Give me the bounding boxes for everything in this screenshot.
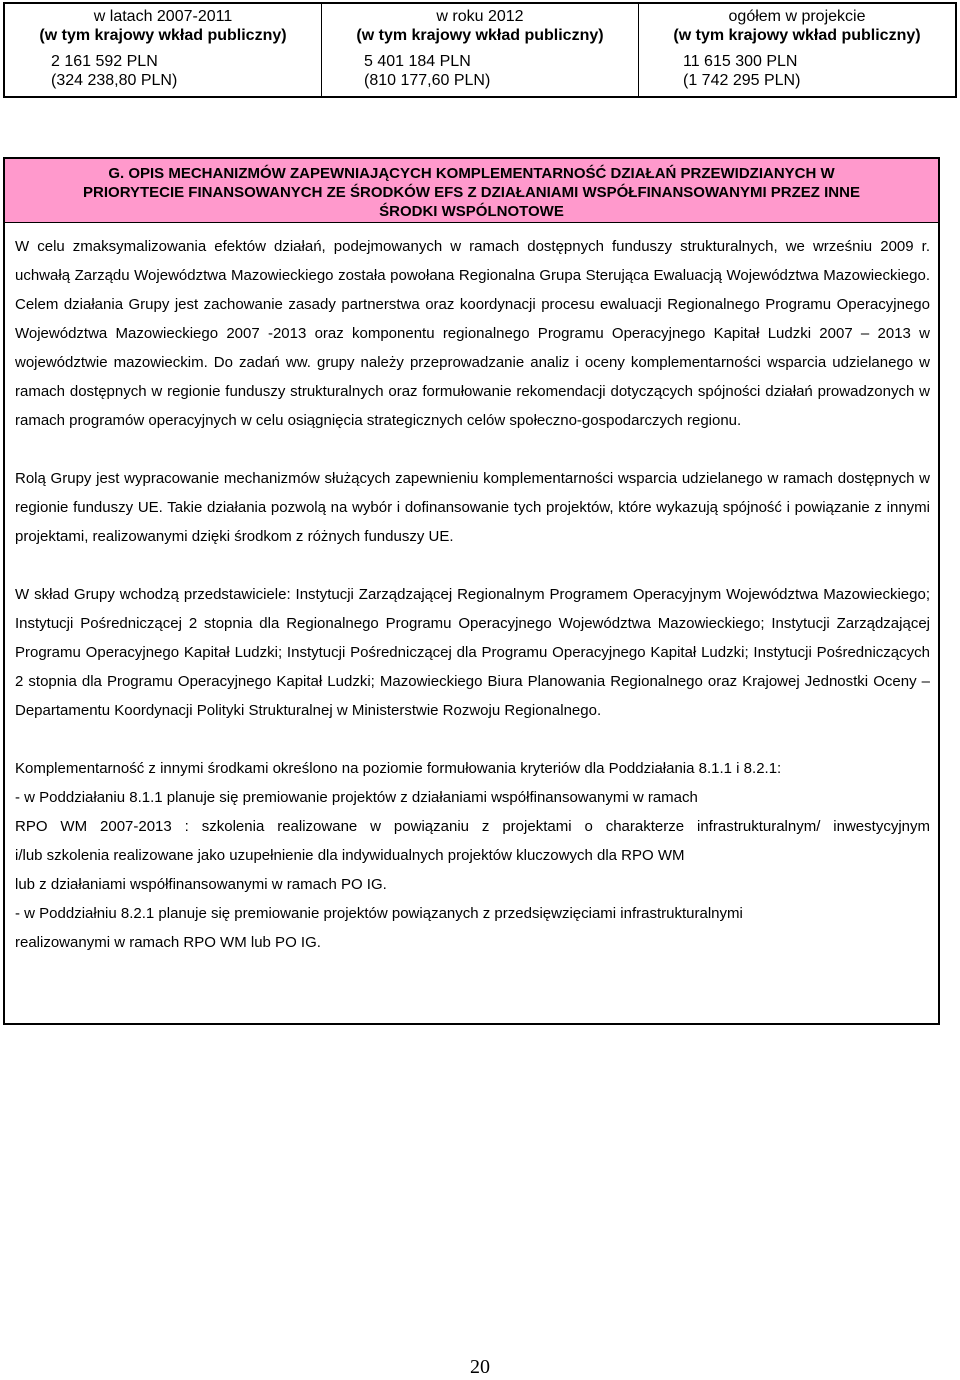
paragraph-rola-grupy: Rolą Grupy jest wypracowanie mechanizmów służących zapewnieniu komplementarności wsparcia udzielanego w ramach dostępnych w regionie funduszy UE. Takie działania pozwolą na wybór i dofinansowanie tych projektów, które wykazują spójność i powiązanie z innymi projektami, realizowanymi dzięki środkom z różnych funduszy UE. (15, 470, 930, 545)
funding-table (3, 2, 957, 98)
text-line: lub z działaniami współfinansowanymi w ramach PO IG. (15, 876, 387, 893)
national-contribution: (810 177,60 PLN) (364, 72, 491, 89)
text-line: - w Poddziałniu 8.2.1 planuje się premiowanie projektów powiązanych z przedsięwzięciami infrastrukturalnymi (15, 905, 743, 922)
funding-value (639, 48, 955, 90)
paragraph-komplementarnosc (15, 754, 930, 957)
text-line: Komplementarność z innymi środkami określono na poziomie formułowania kryteriów dla Poddziałania 8.1.1 i 8.2.1: (15, 760, 782, 777)
national-contribution: (324 238,80 PLN) (51, 72, 178, 89)
funding-column-header (639, 4, 955, 48)
amount: 5 401 184 PLN (364, 53, 471, 70)
page-number: 20 (470, 1356, 490, 1378)
section-g-box (3, 157, 940, 1025)
national-contribution: (1 742 295 PLN) (683, 72, 801, 89)
funding-column-header (322, 4, 638, 48)
section-body (5, 232, 938, 957)
amount: 11 615 300 PLN (683, 53, 798, 70)
section-header-line: ŚRODKI WSPÓLNOTOWE (379, 203, 564, 220)
column-subtitle: (w tym krajowy wkład publiczny) (39, 27, 287, 44)
column-title: w roku 2012 (436, 8, 524, 25)
funding-column-header (5, 4, 321, 48)
funding-column-2007-2011 (5, 4, 321, 96)
paragraph-sklad-grupy: W skład Grupy wchodzą przedstawiciele: Instytucji Zarządzającej Regionalnym Programem Operacyjnym Województwa Mazowieckiego; Instytucji Pośredniczącej 2 stopnia dla Regionalnego Programu Operacyjnego Województwa Mazowieckiego; Instytucji Zarządzającej Programu Operacyjnego Kapitał Ludzki; Instytucji Pośredniczącej dla Programu Operacyjnego Kapitał Ludzki; Instytucji Pośredniczących 2 stopnia dla Programu Operacyjnego Kapitał Ludzki; Mazowieckiego Biura Planowania Regionalnego oraz Krajowej Jednostki Oceny – Departamentu Koordynacji Polityki Strukturalnej w Ministerstwie Rozwoju Regionalnego. (15, 586, 930, 719)
text-line: - w Poddziałaniu 8.1.1 planuje się premiowanie projektów z działaniami współfinansowanymi w ramach (15, 789, 698, 806)
column-title: ogółem w projekcie (728, 8, 866, 25)
section-header-line: G. OPIS MECHANIZMÓW ZAPEWNIAJĄCYCH KOMPLEMENTARNOŚĆ DZIAŁAŃ PRZEWIDZIANYCH W (108, 165, 835, 182)
text-line: realizowanymi w ramach RPO WM lub PO IG. (15, 934, 321, 951)
section-header (5, 159, 938, 223)
funding-column-2012 (321, 4, 638, 96)
funding-value (5, 48, 321, 90)
text-line: i/lub szkolenia realizowane jako uzupełnienie dla indywidualnych projektów kluczowych dla RPO WM (15, 847, 685, 864)
column-subtitle: (w tym krajowy wkład publiczny) (673, 27, 921, 44)
funding-value (322, 48, 638, 90)
section-header-line: PRIORYTECIE FINANSOWANYCH ZE ŚRODKÓW EFS Z DZIAŁANIAMI WSPÓŁFINANSOWANYMI PRZEZ INNE (83, 184, 860, 201)
column-subtitle: (w tym krajowy wkład publiczny) (356, 27, 604, 44)
paragraph-grupa-sterujaca: W celu zmaksymalizowania efektów działań, podejmowanych w ramach dostępnych funduszy strukturalnych, we wrześniu 2009 r. uchwałą Zarządu Województwa Mazowieckiego została powołana Regionalna Grupa Sterująca Ewaluacją Województwa Mazowieckiego. Celem działania Grupy jest zachowanie zasady partnerstwa oraz koordynacji procesu ewaluacji Regionalnego Programu Operacyjnego Województwa Mazowieckiego 2007 -2013 oraz komponentu regionalnego Programu Operacyjnego Kapitał Ludzki 2007 – 2013 w województwie mazowieckim. Do zadań ww. grupy należy przeprowadzanie analiz i oceny komplementarności wsparcia udzielanego w ramach dostępnych w regionie funduszy strukturalnych oraz formułowanie rekomendacji dotyczących spójności działań prowadzonych w ramach programów operacyjnych w celu osiągnięcia strategicznych celów społeczno-gospodarczych regionu. (15, 238, 930, 429)
column-title: w latach 2007-2011 (93, 8, 233, 25)
amount: 2 161 592 PLN (51, 53, 158, 70)
text-line: RPO WM 2007-2013 : szkolenia realizowane w powiązaniu z projektami o charakterze infrastrukturalnym/ inwestycyjnym (15, 818, 930, 835)
funding-column-total (638, 4, 955, 96)
